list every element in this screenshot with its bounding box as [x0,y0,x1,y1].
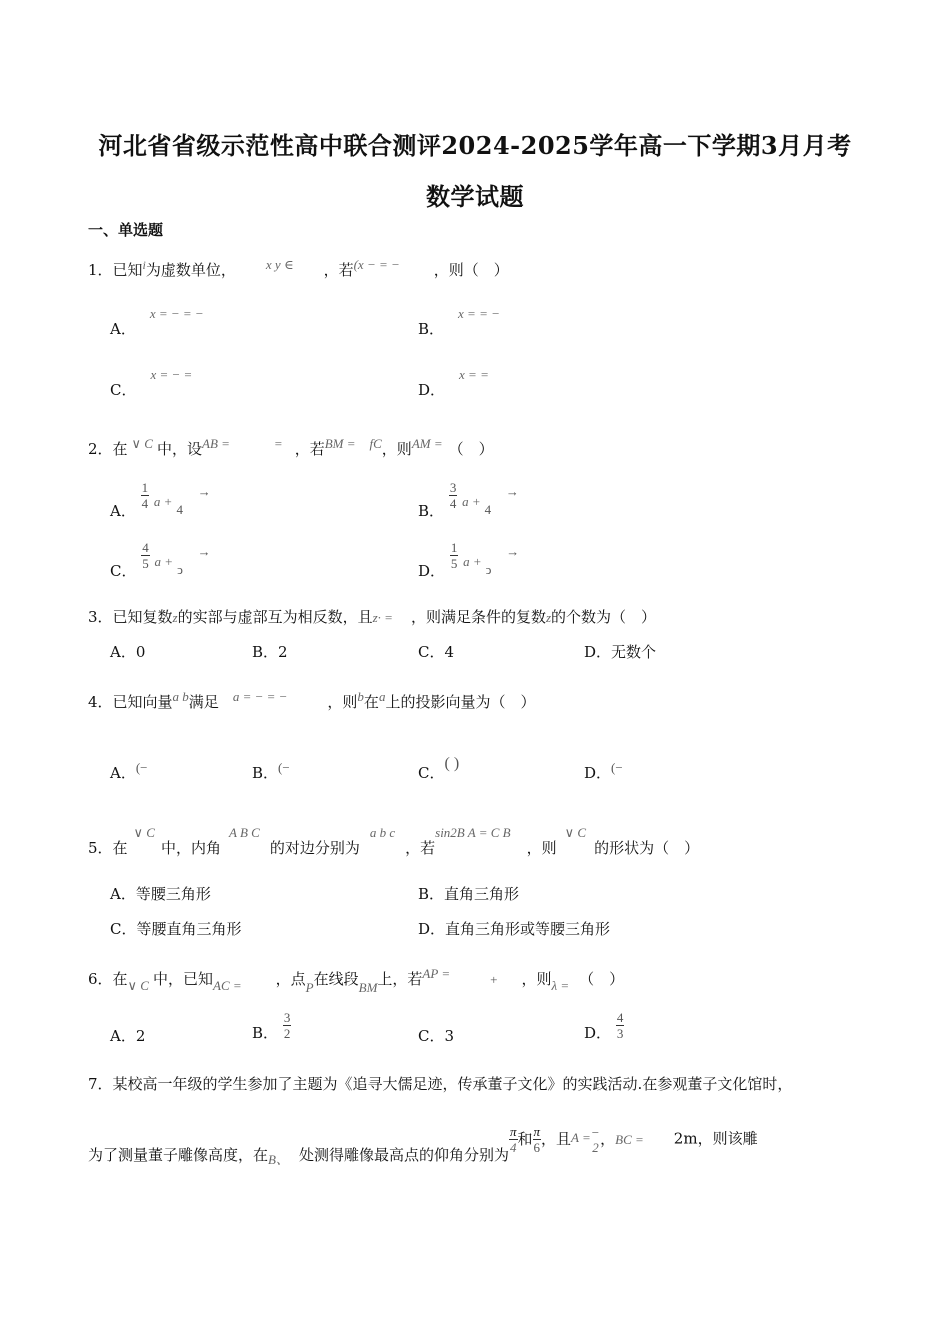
q3-option-c[interactable]: C．4 [418,643,455,661]
q5-option-c[interactable]: C．等腰直角三角形 [110,920,242,938]
page-title: 河北省省级示范性高中联合测评2024-2025学年高一下学期3月月考 [98,131,852,160]
q6-option-d[interactable]: D． $\frac{4}{3}$ [584,1010,624,1042]
question-5: 5．在$^{\vee C}$中，内角$^{A B C}$的对边分别为$^{a b c}$，若$^{sin2B A = C B}$，则$^{\vee C}$的形状为（ ） [88,825,700,857]
question-7-line1: 7．某校高一年级的学生参加了主题为《追寻大儒足迹，传承董子文化》的实践活动.在参观董子文化馆时， [88,1075,793,1093]
q4-option-c[interactable]: C．( ) [418,755,460,782]
q4-option-a[interactable]: A．(− [110,760,148,782]
q2-option-c[interactable]: C． $\frac{4}{5}$ a +ↄ → [110,540,211,580]
question-6: 6．在∨ C 中，已知AC = ，点P在线段BM上，若$^{AP =}$ + ，则λ = （ ） [88,966,625,995]
q1-option-b[interactable]: B．$^{x = = -}$ [418,306,500,338]
q2-option-b[interactable]: B． $\frac{3}{4}$ a +4 → [418,480,519,520]
question-7-line2: 为了测量董子雕像高度，在B、 处测得雕像最高点的仰角分别为 $\frac{\pi}{4}$ 和 $\frac{\pi}{6}$ ，且A = − 2 ，BC = 2m，则该雕 [88,1124,758,1167]
q2-option-d[interactable]: D． $\frac{1}{5}$ a +ↄ → [418,540,520,580]
q3-option-a[interactable]: A．0 [110,643,146,661]
q6-option-b[interactable]: B． $\frac{3}{2}$ [252,1010,291,1042]
q3-option-b[interactable]: B．2 [252,643,288,661]
q1-option-a[interactable]: A．$^{x = - = -}$ [110,306,204,338]
question-4: 4．已知向量$^{a b}$满足 $^{a = - = -}$ ，则$^b$在$^a$上的投影向量为（ ） [88,689,536,711]
q1-option-d[interactable]: D．$^{x = =}$ [418,367,489,399]
question-1: 1．已知$^i$为虚数单位， $^{x y \in}$ ，若$^{(x - = -}$ ，则（ ） [88,257,509,279]
q1-option-c[interactable]: C．$^{x = - =}$ [110,367,193,399]
q5-option-a[interactable]: A．等腰三角形 [110,885,211,903]
q2-option-a[interactable]: A． $\frac{1}{4}$ a +4 → [110,480,211,520]
question-3: 3．已知复数z的实部与虚部互为相反数，且z· = ，则满足条件的复数z的个数为（ ） [88,608,657,626]
question-2: 2．在 $^{\vee C}$ 中，设$^{AB =}$ = ，若$^{BM =}$ $^{fC}$，则$^{AM =}$ （ ） [88,436,494,458]
q3-option-d[interactable]: D．无数个 [584,643,657,661]
page-subtitle: 数学试题 [426,182,524,211]
q5-option-b[interactable]: B．直角三角形 [418,885,520,903]
q4-option-b[interactable]: B．(− [252,760,290,782]
section-heading: 一、单选题 [88,221,164,239]
q6-option-a[interactable]: A．2 [110,1027,146,1045]
q4-option-d[interactable]: D．(− [584,760,623,782]
q6-option-c[interactable]: C．3 [418,1027,455,1045]
q5-option-d[interactable]: D．直角三角形或等腰三角形 [418,920,611,938]
